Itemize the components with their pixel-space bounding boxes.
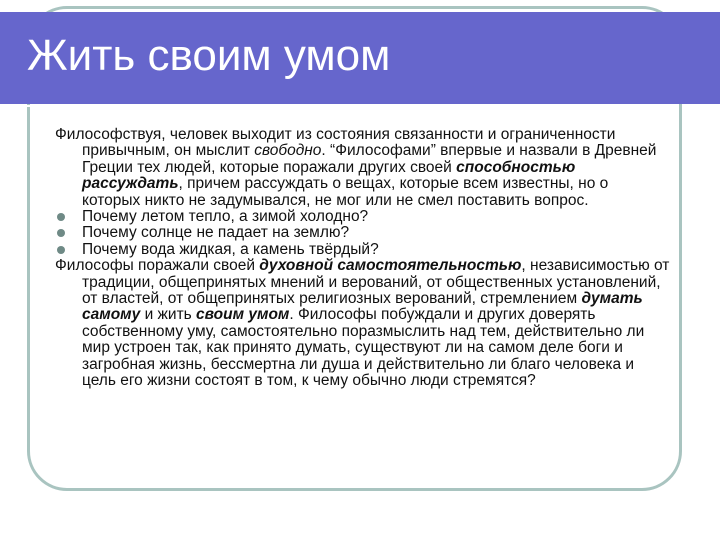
bullet-item — [55, 225, 670, 241]
bullet-item — [55, 242, 670, 258]
philosophers-text-3: и жить — [140, 306, 197, 324]
philosophers-emphasis-own-mind: своим умом — [196, 306, 290, 324]
philosophers-text-4: . Философы побуждали и других доверять собственному уму, самостоятельно поразмыслить над тем, действительно ли мир устроен так, как принято думать, существуют ли на самом деле боги и загробная жизнь, бессмертна ли душа и действительно ли благо человека и цель его жизни состоят в том, к чему обычно люди стремятся? — [82, 306, 645, 390]
intro-emphasis-reasoning: способностью рассуждать — [82, 158, 576, 193]
bullet-dot-icon — [57, 246, 65, 254]
philosophers-emphasis-independence: духовной самостоятельностью — [259, 257, 522, 275]
slide-body — [55, 127, 670, 390]
paragraph-intro — [55, 127, 670, 209]
intro-emphasis-free: свободно — [254, 142, 322, 160]
intro-text-1: Философствуя, человек выходит из состояния связанности и ограниченности привычным, он мыслит — [55, 126, 616, 160]
intro-text-2: . “Философами” впервые и назвали в Древней Греции тех людей, которые поражали других своей — [82, 142, 657, 176]
bullet-dot-icon — [57, 229, 65, 237]
paragraph-philosophers — [55, 258, 670, 389]
philosophers-text-2: , независимостью от традиции, общепринятых мнений и верований, от общественных установлений, от властей, от общепринятых религиозных верований, стремлением — [82, 257, 670, 308]
title-underline — [14, 105, 636, 107]
slide-title: Жить своим умом — [27, 31, 391, 80]
bullet-item — [55, 209, 670, 225]
bullet-text: Почему солнце не падает на землю? — [82, 224, 350, 242]
intro-text-3: , причем рассуждать о вещах, которые всем известны, но о которых никто не задумывался, не мог или не смел поставить вопрос. — [82, 175, 609, 209]
title-bar — [0, 12, 720, 104]
bullet-dot-icon — [57, 213, 65, 221]
philosophers-text-1: Философы поражали своей — [55, 257, 260, 275]
bullet-text: Почему вода жидкая, а камень твёрдый? — [82, 240, 379, 258]
philosophers-emphasis-think: думать самому — [82, 290, 643, 324]
bullet-text: Почему летом тепло, а зимой холодно? — [82, 208, 369, 226]
